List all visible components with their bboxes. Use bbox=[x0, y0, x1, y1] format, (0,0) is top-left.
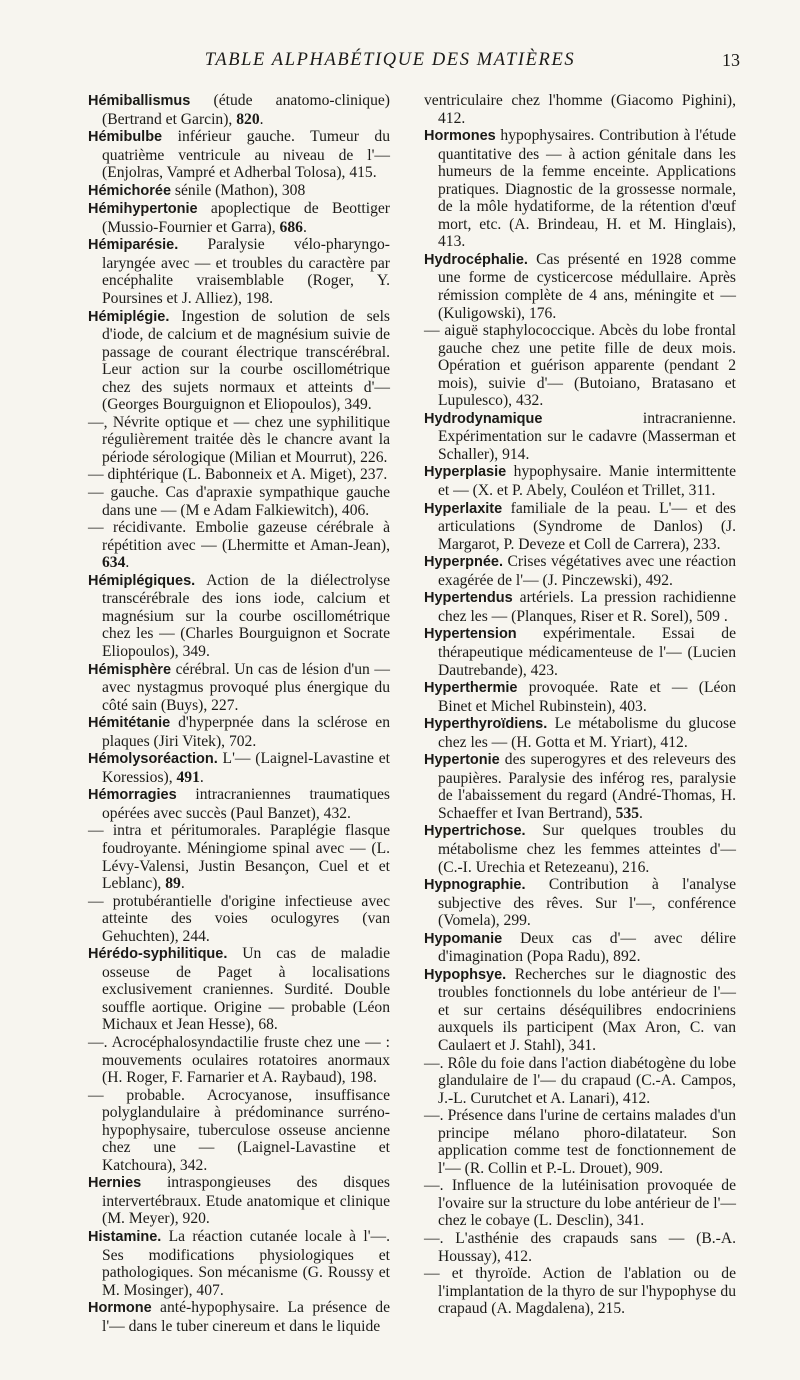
entry-headword: Hémiballismus bbox=[88, 93, 191, 109]
index-entry bbox=[424, 751, 736, 822]
index-entry bbox=[88, 484, 390, 519]
index-entry bbox=[88, 714, 390, 750]
index-entry bbox=[88, 661, 390, 715]
entry-tail: . bbox=[180, 875, 185, 893]
entry-headword: Hémihypertonie bbox=[88, 201, 198, 218]
index-entry bbox=[424, 1230, 736, 1265]
entry-text: cérébral. Un cas de lésion d'un — avec nystagmus provoqué plus énergique du côté sain (Buys), 227. bbox=[102, 660, 390, 714]
index-entry bbox=[424, 876, 736, 930]
entry-page-ref: 634 bbox=[102, 554, 126, 572]
index-entry bbox=[424, 822, 736, 876]
index-entry bbox=[424, 930, 736, 966]
entry-text: d'hyperpnée dans la sclérose en plaques (Jiri Vitek), 702. bbox=[102, 714, 390, 750]
entry-headword: Hernies bbox=[88, 1175, 142, 1192]
entry-headword: Hérédo-syphilitique. bbox=[88, 946, 228, 963]
index-entry bbox=[88, 893, 390, 946]
index-entry bbox=[424, 500, 736, 554]
index-entry bbox=[424, 322, 736, 410]
index-entry bbox=[424, 625, 736, 679]
index-entry bbox=[424, 679, 736, 715]
entry-text: Cas présenté en 1928 comme une forme de cysticercose médullaire. Après rémission complète de 4 ans, méningite et — (Kuligowski), 176. bbox=[438, 250, 736, 322]
index-entry bbox=[424, 127, 736, 251]
entry-text: La réaction cutanée locale à l'—. Ses modifications physiologiques et pathologiques. Son mécanisme (G. Roussy et M. Mosinger), 407. bbox=[102, 1228, 390, 1299]
index-entry bbox=[424, 1177, 736, 1230]
entry-text: artériels. La pression rachidienne chez les — (Planques, Riser et R. Sorel), 509 . bbox=[438, 589, 736, 625]
entry-headword: Hydrocéphalie. bbox=[424, 251, 528, 268]
entry-text: sénile (Mathon), 308 bbox=[171, 181, 306, 199]
entry-text: —. Influence de la lutéinisation provoquée de l'ovaire sur la structure du lobe antérieur de l'— chez le cobaye (L. Desclin), 341. bbox=[424, 1177, 736, 1230]
entry-headword: Histamine. bbox=[88, 1229, 162, 1245]
entry-headword: Hémitétanie bbox=[88, 715, 171, 732]
page-number: 13 bbox=[722, 50, 740, 70]
entry-tail: . bbox=[125, 554, 130, 572]
index-entry bbox=[424, 715, 736, 751]
index-entry bbox=[88, 128, 390, 182]
entry-headword: Hémiplégie. bbox=[88, 308, 170, 325]
entry-text: ventriculaire chez l'homme (Giacomo Pighini), 412. bbox=[424, 92, 736, 127]
entry-text: hypophysaire. Manie intermittente et — (X. et P. Abely, Couléon et Trillet, 311. bbox=[438, 463, 736, 500]
entry-text: —, Névrite optique et — chez une syphilitique régulièrement traitée dès le chancre avant la période sérologique (Milian et Mourrut), 226. bbox=[88, 413, 390, 466]
index-entry bbox=[88, 466, 390, 484]
entry-page-ref: 535 bbox=[615, 804, 640, 822]
entry-text: — gauche. Cas d'apraxie sympathique gauche dans une — (M e Adam Falkiewitch), 406. bbox=[88, 484, 390, 519]
index-entry bbox=[424, 1055, 736, 1108]
entry-page-ref: 491 bbox=[176, 768, 200, 786]
entry-tail: . bbox=[302, 218, 307, 236]
entry-headword: Hyperplasie bbox=[424, 464, 507, 481]
entry-headword: Hyperlaxite bbox=[424, 500, 503, 517]
entry-text: — protubérantielle d'origine infectieuse avec atteinte des voies oculogyres (van Gehuchten), 244. bbox=[88, 892, 390, 945]
entry-text: Action de la diélectrolyse transcérébrale des ions iode, calcium et magnésium sur la courbe oscillométrique chez les — (Charles Bourguignon et Socrate Eliopoulos), 349. bbox=[102, 571, 390, 660]
index-entry bbox=[88, 750, 390, 786]
entry-headword: Hémiplégiques. bbox=[88, 572, 196, 589]
entry-text: — intra et péritumorales. Paraplégie flasque foudroyante. Méningiome spinal avec — (L. Lévy-Valensi, Justin Besançon, Cuel et et Leblanc), bbox=[88, 822, 390, 893]
index-entry bbox=[88, 1034, 390, 1087]
index-entry bbox=[88, 308, 390, 414]
entry-headword: Hypnographie. bbox=[424, 877, 526, 894]
entry-text: Crises végétatives avec une réaction exagérée de l'— (J. Pinczewski), 492. bbox=[438, 553, 736, 589]
entry-tail: . bbox=[259, 110, 264, 128]
entry-text: (étude anatomo-clinique) (Bertrand et Garcin), bbox=[102, 92, 390, 128]
index-entry bbox=[88, 572, 390, 661]
index-entry bbox=[88, 1174, 390, 1228]
entry-headword: Hyperthermie bbox=[424, 680, 518, 697]
entry-headword: Hypertrichose. bbox=[424, 823, 526, 840]
index-entry bbox=[88, 786, 390, 822]
index-entry bbox=[424, 463, 736, 499]
index-entry bbox=[88, 182, 390, 201]
entry-text: —. Acrocéphalosyndactilie fruste chez une — : mouvements oculaires rotatoires anormaux (H. Roger, F. Farnarier et A. Raybaud), 198. bbox=[88, 1033, 390, 1087]
entry-text: — diphtérique (L. Babonneix et A. Miget), 237. bbox=[88, 466, 388, 484]
entry-headword: Hémiparésie. bbox=[88, 237, 179, 254]
entry-headword: Hypertension bbox=[424, 626, 517, 643]
entry-text: — aiguë staphylococcique. Abcès du lobe frontal gauche chez une petite fille de deux mois. Opération et guérison apparente (pendant 2 mois), suivie d'— (Butoiano, Bratasano et Lupulesco), 432. bbox=[424, 322, 736, 410]
entry-page-ref: 686 bbox=[279, 218, 303, 236]
entry-headword: Hémisphère bbox=[88, 661, 172, 678]
index-entry bbox=[88, 1299, 390, 1335]
running-head bbox=[90, 50, 740, 76]
entry-text: Sur quelques troubles du métabolisme chez les femmes atteintes d'— (C.-I. Urechia et Retezeanu), 216. bbox=[438, 822, 736, 876]
index-entry bbox=[88, 236, 390, 307]
index-entry bbox=[88, 1228, 390, 1299]
entry-headword: Hypertonie bbox=[424, 752, 500, 769]
entry-headword: Hémorragies bbox=[88, 787, 177, 804]
entry-text: L'— (Laignel-Lavastine et Koressios), bbox=[102, 750, 390, 786]
entry-tail: . bbox=[199, 768, 204, 786]
entry-headword: Hypophsye. bbox=[424, 966, 507, 983]
entry-text: — et thyroïde. Action de l'ablation ou de l'implantation de la thyro de sur l'hypophyse du crapaud (A. Magdalena), 215. bbox=[424, 1265, 736, 1318]
left-column bbox=[88, 92, 390, 1335]
entry-text: intracranienne. Expérimentation sur le cadavre (Masserman et Schaller), 914. bbox=[438, 409, 736, 463]
entry-text: —. Rôle du foie dans l'action diabétogène du lobe glandulaire de l'— du crapaud (C.-A. Campos, J.-L. Curutchet et A. Lanari), 412. bbox=[424, 1054, 736, 1107]
index-entry bbox=[424, 1107, 736, 1177]
index-entry bbox=[424, 410, 736, 464]
entry-headword: Hypertendus bbox=[424, 590, 513, 607]
entry-text: inférieur gauche. Tumeur du quatrième ventricule au niveau de l'— (Enjolras, Vampré et Adherbal Tolosa), 415. bbox=[102, 128, 390, 182]
entry-text: apoplectique de Beottiger (Mussio-Fournier et Garra), bbox=[102, 200, 390, 236]
entry-text: expérimentale. Essai de thérapeutique médicamenteuse de l'— (Lucien Dautrebande), 423. bbox=[438, 625, 736, 679]
entry-text: Un cas de maladie osseuse de Paget à localisations exclusivement craniennes. Surdité. Double souffle aortique. Origine — probable (Léon Michaux et Jean Hesse), 68. bbox=[102, 945, 390, 1034]
index-entry bbox=[88, 200, 390, 236]
entry-text: anté-hypophysaire. La présence de l'— dans le tuber cinereum et dans le liquide bbox=[102, 1299, 390, 1335]
entry-text: Recherches sur le diagnostic des troubles fonctionnels du lobe antérieur de l'— et sur certains déséquilibres endocriniens auxquels ils participent (Max Aron, C. van Caulaert et J. Stahl), 341. bbox=[438, 965, 736, 1054]
entry-text: Paralysie vélo-pharyngo-laryngée avec — et troubles du caractère par encéphalite vraisemblable (Roger, Y. Poursines et J. Alliez), 198. bbox=[102, 236, 390, 308]
entry-text: familiale de la peau. L'— et des articulations (Syndrome de Danlos) (J. Margarot, P. Deveze et Coll de Carrera), 233. bbox=[438, 499, 736, 553]
entry-headword: Hémolysoréaction. bbox=[88, 751, 218, 768]
entry-headword: Hémichorée bbox=[88, 182, 172, 199]
entry-headword: Hémibulbe bbox=[88, 129, 163, 146]
index-entry bbox=[88, 414, 390, 467]
entry-headword: Hormone bbox=[88, 1300, 152, 1317]
index-entry bbox=[424, 92, 736, 127]
right-column bbox=[424, 92, 736, 1318]
entry-text: Ingestion de solution de sels d'iode, de calcium et de magnésium suivie de passage de courant électrique transcérébral. Leur action sur la courbe oscillométrique chez des sujets normaux et atteints d'— (Georges Bourguignon et Eliopoulos), 349. bbox=[102, 307, 390, 414]
index-entry bbox=[424, 966, 736, 1055]
entry-text: — probable. Acrocyanose, insuffisance polyglandulaire à prédominance surréno-hypophysaire, tuberculose osseuse ancienne chez une — (Laignel-Lavastine et Katchoura), 342. bbox=[88, 1086, 390, 1174]
entry-text: Contribution à l'analyse subjective des rêves. Sur l'—, conférence (Vomela), 299. bbox=[438, 876, 736, 930]
entry-page-ref: 820 bbox=[236, 110, 260, 128]
entry-text: hypophysaires. Contribution à l'étude quantitative des — à action génitale dans les humeurs de la femme enceinte. Applications pratiques. Diagnostic de la grossesse normale, de la môle hydatiforme, de la rétention d'œuf mort, etc. (A. Brindeau, H. et M. Hinglais), 413. bbox=[438, 127, 736, 251]
entry-text: Le métabolisme du glucose chez les — (H. Gotta et M. Yriart), 412. bbox=[438, 715, 736, 751]
entry-text: —. Présence dans l'urine de certains malades d'un principe mélano phoro-dilatateur. Son application comme test de fonctionnement de l'— (R. Collin et P.-L. Drouet), 909. bbox=[424, 1107, 736, 1177]
entry-text: intracraniennes traumatiques opérées avec succès (Paul Banzet), 432. bbox=[102, 786, 390, 822]
entry-headword: Hyperpnée. bbox=[424, 554, 503, 571]
entry-headword: Hydrodynamique bbox=[424, 410, 543, 427]
entry-text: — récidivante. Embolie gazeuse cérébrale à répétition avec — (Lhermitte et Aman-Jean), bbox=[88, 519, 390, 554]
entry-text: des superogyres et des releveurs des paupières. Paralysie des inférog res, paralysie de l'abaissement du regard (André-Thomas, H. Schaeffer et Ivan Bertrand), bbox=[438, 751, 736, 822]
entry-text: provoquée. Rate et — (Léon Binet et Michel Rubinstein), 403. bbox=[438, 679, 736, 715]
entry-text: intraspongieuses des disques intervertébraux. Etude anatomique et clinique (M. Meyer), 920. bbox=[102, 1174, 390, 1228]
index-entry bbox=[424, 553, 736, 589]
index-entry bbox=[88, 92, 390, 128]
entry-headword: Hypomanie bbox=[424, 930, 503, 947]
index-entry bbox=[88, 1087, 390, 1175]
entry-tail: . bbox=[639, 804, 643, 822]
entry-headword: Hormones bbox=[424, 128, 496, 145]
entry-page-ref: 89 bbox=[165, 875, 181, 893]
index-entry bbox=[424, 251, 736, 322]
index-entry bbox=[88, 822, 390, 892]
index-entry bbox=[424, 589, 736, 625]
index-entry bbox=[88, 945, 390, 1034]
entry-headword: Hyperthyroïdiens. bbox=[424, 716, 548, 733]
running-title: TABLE ALPHABÉTIQUE DES MATIÈRES bbox=[204, 50, 576, 70]
index-entry bbox=[88, 519, 390, 572]
entry-text: —. L'asthénie des crapauds sans — (B.-A. Houssay), 412. bbox=[424, 1230, 736, 1265]
entry-text: Deux cas d'— avec délire d'imagination (Popa Radu), 892. bbox=[438, 929, 736, 966]
index-entry bbox=[424, 1265, 736, 1318]
